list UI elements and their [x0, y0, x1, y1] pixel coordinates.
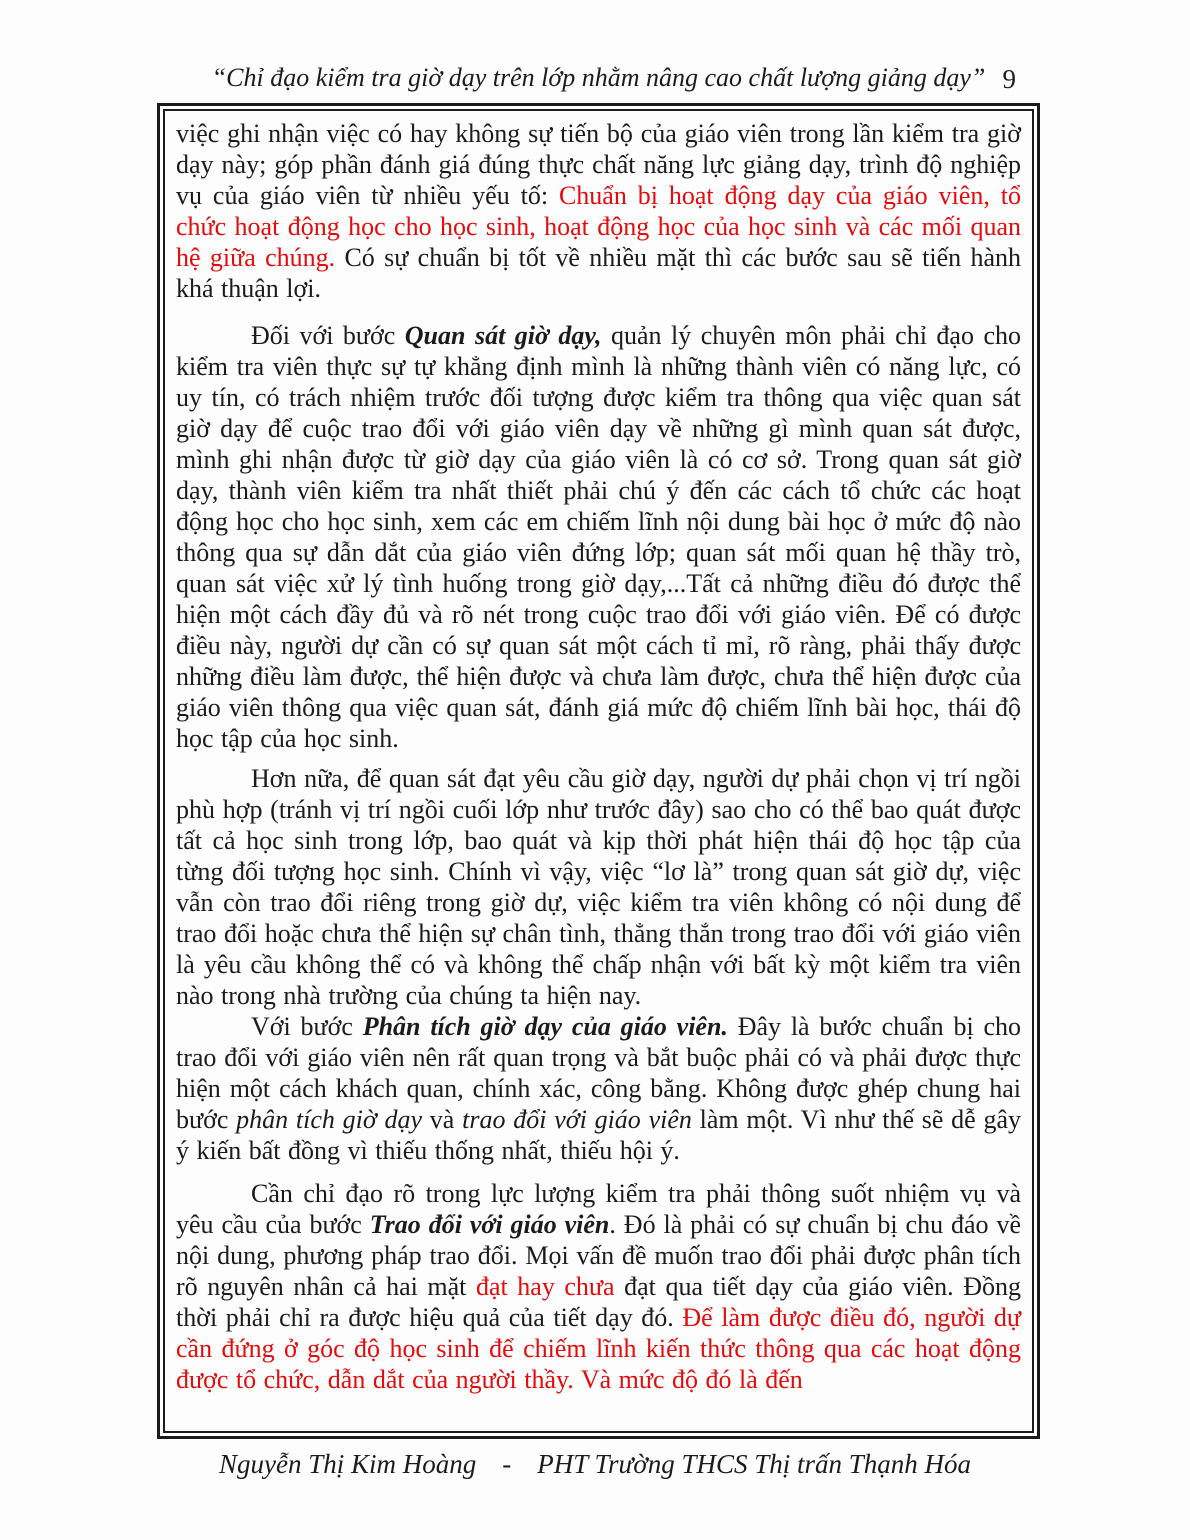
text-run: phân tích giờ dạy	[236, 1105, 423, 1134]
text-run: Đối với bước	[251, 321, 405, 350]
text-run: đạt qua tiết dạy của giáo viên. Đồng thời phải chỉ ra được hiệu quả của tiết dạy đó.	[176, 1272, 1021, 1332]
text-run: Đây là bước chuẩn bị cho trao đổi với giáo viên nên rất quan trọng và bắt buộc phải có và phải được thực hiện một cách khách quan, chính xác, công bằng. Không được ghép chung hai bước	[176, 1012, 1021, 1134]
footer-separator: -	[502, 1449, 512, 1479]
text-run: Cần chỉ đạo rõ trong lực lượng kiểm tra phải thông suốt nhiệm vụ và yêu cầu của bước	[176, 1179, 1021, 1239]
text-run: đạt hay chưa	[475, 1272, 615, 1301]
text-run: Có sự chuẩn bị tốt về nhiều mặt thì các bước sau sẽ tiến hành khá thuận lợi.	[176, 243, 1021, 303]
text-run: Trao đổi với giáo viên	[369, 1210, 610, 1239]
text-run: Với bước	[251, 1012, 363, 1041]
text-run: Phân tích giờ dạy của giáo viên.	[362, 1012, 728, 1041]
text-run: Hơn nữa, để quan sát đạt yêu cầu giờ dạy, người dự phải chọn vị trí ngồi phù hợp (tránh vị trí ngồi cuối lớp như trước đây) sao cho có thể bao quát được tất cả học sinh trong lớp, bao quát và kịp thời phát hiện thái độ học tập của từng đối tượng học sinh. Chính vì vậy, việc “lơ là” trong quan sát giờ dự, việc vẫn còn trao đổi riêng trong giờ dự, việc kiểm tra viên không có nội dung để trao đổi hoặc chưa thể hiện sự chân tình, thẳng thắn trong trao đổi với giáo viên là yêu cầu không thể có và không thể chấp nhận với bất kỳ một kiểm tra viên nào trong nhà trường của chúng ta hiện nay.	[176, 764, 1021, 1010]
text-run: . Đó là phải có sự chuẩn bị chu đáo về nội dung, phương pháp trao đổi. Mọi vấn đề muốn trao đổi phải được phân tích rõ nguyên nhân cả hai mặt	[176, 1210, 1021, 1301]
paragraph	[176, 1178, 1021, 1395]
page-number: 9	[1002, 64, 1016, 94]
footer-role: PHT Trường THCS Thị trấn Thạnh Hóa	[537, 1449, 972, 1479]
document-body	[176, 118, 1021, 1395]
text-run: làm một. Vì như thế sẽ dễ gây ý kiến bất đồng vì thiếu thống nhất, thiếu hội ý.	[176, 1105, 1021, 1165]
text-run: Quan sát giờ dạy,	[404, 321, 602, 350]
running-title: “Chỉ đạo kiểm tra giờ dạy trên lớp nhằm nâng cao chất lượng giảng dạy”	[211, 63, 986, 92]
footer-author: Nguyễn Thị Kim Hoàng	[218, 1449, 477, 1479]
text-run: trao đổi với giáo viên	[462, 1105, 692, 1134]
paragraph	[176, 118, 1021, 304]
page-header	[157, 62, 1040, 94]
paragraph	[176, 763, 1021, 1011]
text-run: Chuẩn bị hoạt động dạy của giáo viên, tổ chức hoạt động học cho học sinh, hoạt động học của học sinh và các mối quan hệ giữa chúng.	[176, 181, 1021, 272]
paragraph	[176, 1011, 1021, 1166]
paragraph	[176, 320, 1021, 754]
text-run: việc ghi nhận việc có hay không sự tiến bộ của giáo viên trong lần kiểm tra giờ dạy này; góp phần đánh giá đúng thực chất năng lực giảng dạy, trình độ nghiệp vụ của giáo viên từ nhiều yếu tố:	[176, 119, 1021, 210]
text-run: Để làm được điều đó, người dự cần đứng ở góc độ học sinh để chiếm lĩnh kiến thức thông qua các hoạt động được tổ chức, dẫn dắt của người thầy. Và mức độ đó là đến	[176, 1303, 1022, 1394]
content-frame-inner	[163, 109, 1034, 1433]
text-run: quản lý chuyên môn phải chỉ đạo cho kiểm tra viên thực sự tự khẳng định mình là những thành viên có năng lực, có uy tín, có trách nhiệm trước đối tượng được kiểm tra thông qua việc quan sát giờ dạy để cuộc trao đổi với giáo viên dạy về những gì mình quan sát được, mình ghi nhận được từ giờ dạy của giáo viên là có cơ sở. Trong quan sát giờ dạy, thành viên kiểm tra nhất thiết phải chú ý đến các cách tổ chức các hoạt động học cho học sinh, xem các em chiếm lĩnh nội dung bài học ở mức độ nào thông qua sự dẫn dắt của giáo viên đứng lớp; quan sát mối quan hệ thầy trò, quan sát việc xử lý tình huống trong giờ dạy,...Tất cả những điều đó được thể hiện một cách đầy đủ và rõ nét trong cuộc trao đổi với giáo viên. Để có được điều này, người dự cần có sự quan sát một cách tỉ mỉ, rõ ràng, phải thấy được những điều làm được, thể hiện được và chưa làm được, chưa thể hiện được của giáo viên thông qua việc quan sát, đánh giá mức độ chiếm lĩnh bài học, thái độ học tập của học sinh.	[176, 321, 1021, 753]
content-frame	[157, 103, 1040, 1439]
page-footer	[0, 1448, 1190, 1480]
text-run: và	[422, 1105, 463, 1134]
